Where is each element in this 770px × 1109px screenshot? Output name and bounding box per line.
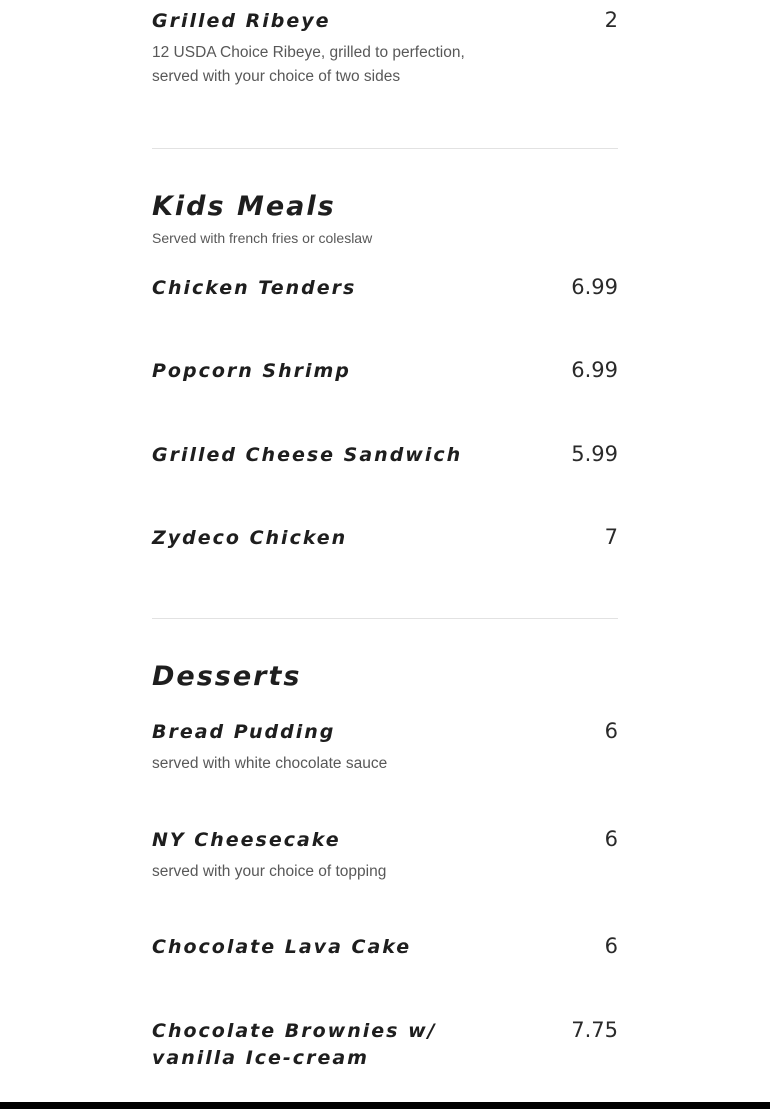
item-price: 5.99 [571, 442, 618, 466]
item-description: served with your choice of topping [152, 863, 387, 880]
item-name: Popcorn Shrimp [152, 360, 351, 382]
item-name: Chocolate Brownies w/ vanilla Ice-cream [152, 1020, 437, 1069]
item-price: 7.75 [571, 1018, 618, 1042]
menu-item-chocolate-brownies [152, 1018, 618, 1072]
menu-item-popcorn-shrimp [152, 358, 618, 385]
item-price: 6.99 [571, 275, 618, 299]
menu-item-zydeco-chicken [152, 525, 618, 552]
section-title: Desserts [152, 661, 302, 692]
item-description: served with white chocolate sauce [152, 755, 388, 772]
bottom-bar [0, 1102, 770, 1109]
item-name: Chicken Tenders [152, 277, 357, 299]
menu-item-bread-pudding [152, 719, 618, 776]
item-name: Chocolate Lava Cake [152, 936, 412, 958]
section-divider [152, 148, 618, 149]
item-name: Grilled Cheese Sandwich [152, 444, 463, 466]
item-description: 12 USDA Choice Ribeye, grilled to perfection, served with your choice of two sides [152, 44, 465, 85]
menu-item-grilled-cheese-sandwich [152, 442, 618, 469]
menu-item-ny-cheesecake [152, 827, 618, 884]
item-name: Bread Pudding [152, 721, 336, 743]
section-kids-meals [152, 190, 618, 248]
item-price: 6 [604, 719, 618, 743]
item-price: 2 [604, 8, 618, 32]
section-title: Kids Meals [152, 191, 336, 222]
item-price: 6 [604, 827, 618, 851]
menu-item-grilled-ribeye [152, 8, 618, 89]
item-name: Grilled Ribeye [152, 10, 331, 32]
item-price: 6.99 [571, 358, 618, 382]
item-price: 7 [604, 525, 618, 549]
item-price: 6 [604, 934, 618, 958]
menu-item-chicken-tenders [152, 275, 618, 302]
section-divider [152, 618, 618, 619]
item-name: NY Cheesecake [152, 829, 341, 851]
section-subtitle: Served with french fries or coleslaw [152, 230, 373, 246]
menu-item-chocolate-lava-cake [152, 934, 618, 961]
item-name: Zydeco Chicken [152, 527, 348, 549]
section-desserts [152, 660, 618, 694]
